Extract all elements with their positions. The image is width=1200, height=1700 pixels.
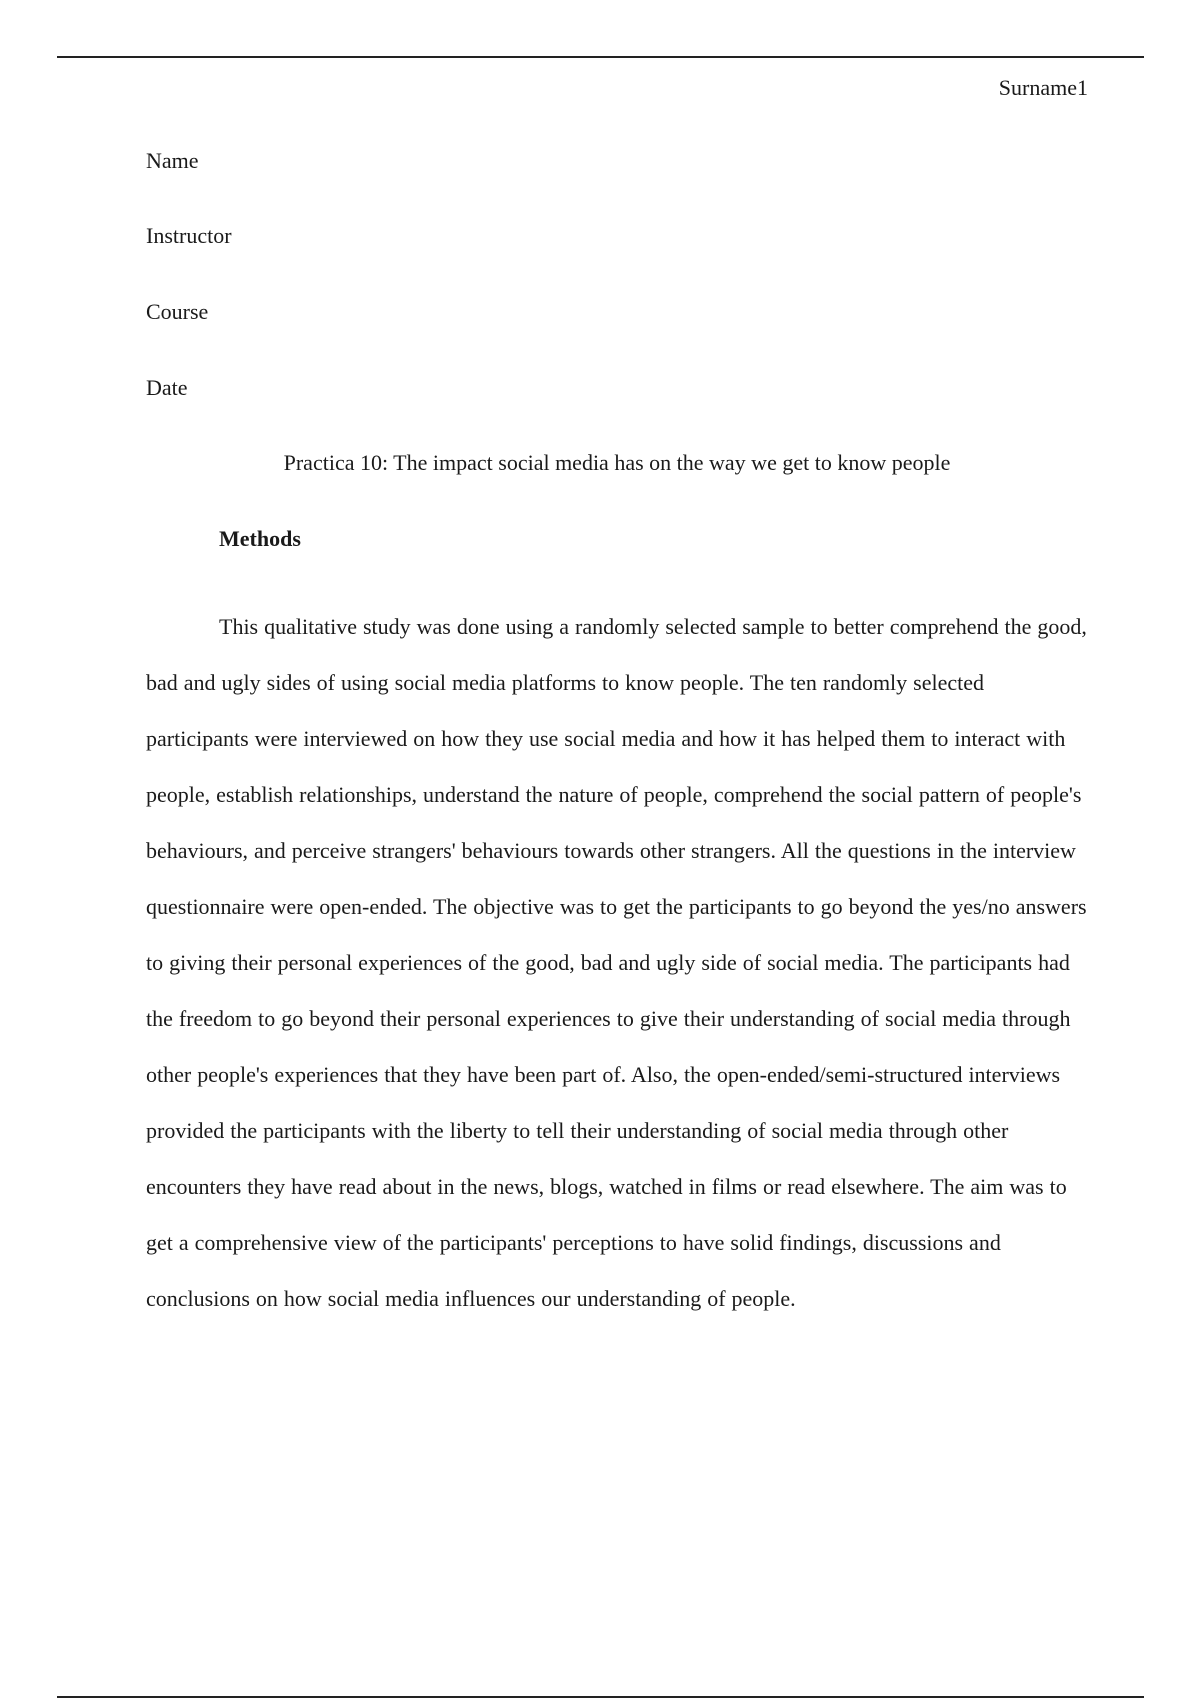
bottom-rule — [57, 1696, 1144, 1698]
section-heading: Methods — [219, 526, 301, 551]
body-paragraph: This qualitative study was done using a randomly selected sample to better comprehend the good, bad and ugly sides of using social media platforms to know people. The ten randomly selected participants were interviewed on how they use social media and how it has helped them to interact with people, establish relationships, understand the nature of people, comprehend the social pattern of people's behaviours, and perceive strangers' behaviours towards other strangers. All the questions in the interview questionnaire were open-ended. The objective was to get the participants to go beyond the yes/no answers to giving their personal experiences of the good, bad and ugly side of social media. The participants had the freedom to go beyond their personal experiences to give their understanding of social media through other people's experiences that they have been part of. Also, the open-ended/semi-structured interviews provided the participants with the liberty to tell their understanding of social media through other encounters they have read about in the news, blogs, watched in films or read elsewhere. The aim was to get a comprehensive view of the participants' perceptions to have solid findings, discussions and conclusions on how social media influences our understanding of people. — [146, 614, 1087, 1311]
top-rule — [57, 56, 1144, 58]
running-head: Surname1 — [998, 75, 1088, 100]
instructor-name: Instructor — [146, 223, 232, 248]
date: Date — [146, 375, 188, 400]
paper-title: Practica 10: The impact social media has on the way we get to know people — [283, 450, 951, 475]
course-name: Course — [146, 299, 209, 324]
student-name: Name — [146, 148, 199, 173]
